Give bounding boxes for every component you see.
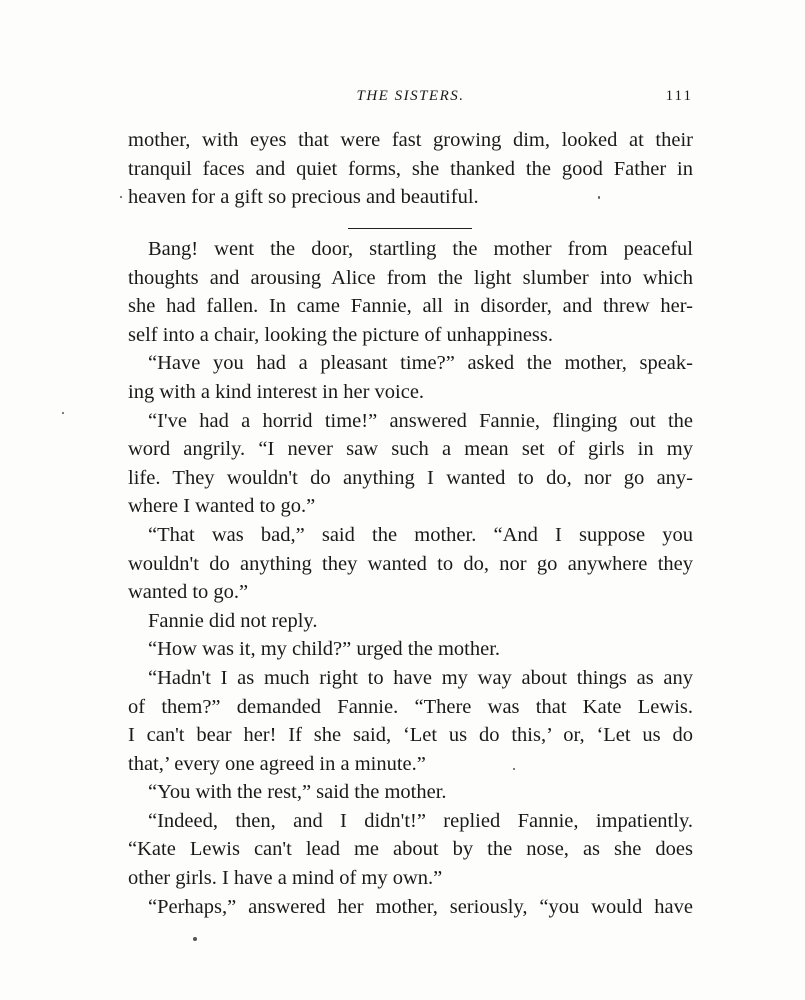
text-line: mother, with eyes that were fast growing dim, looked at their [128,129,693,151]
text-line: Fannie did not reply. [148,609,318,632]
text-line: “Perhaps,” answered her mother, seriously, “you would have [148,895,693,918]
text-line: tranquil faces and quiet forms, she thanked the good Father in [128,157,693,180]
text-line: wouldn't do anything they wanted to do, nor go anywhere they [128,552,693,575]
text-line: “Have you had a pleasant time?” asked the mother, speak- [148,352,693,375]
text-line: other girls. I have a mind of my own.” [128,867,443,890]
running-title: THE SISTERS. [356,88,465,104]
section-divider [348,228,472,229]
text-line: I can't bear her! If she said, ‘Let us do this,’ or, ‘Let us do [128,724,693,747]
text-line: that,’ every one agreed in a minute.” [128,752,426,775]
text-line: self into a chair, looking the picture of unhappiness. [128,323,554,346]
running-head [128,88,693,110]
body-text [128,235,693,921]
text-line: Bang! went the door, startling the mother from peaceful [148,238,693,260]
text-line: “Indeed, then, and I didn't!” replied Fannie, impatiently. [148,809,693,832]
text-line: of them?” demanded Fannie. “There was that Kate Lewis. [128,695,693,718]
scan-speck [193,937,197,941]
text-line: “Kate Lewis can't lead me about by the nose, as she does [128,838,693,861]
scan-speck [598,196,600,199]
scan-speck [62,412,64,414]
text-line: “How was it, my child?” urged the mother. [148,638,501,661]
text-line: word angrily. “I never saw such a mean set of girls in my [128,438,693,461]
text-line: “You with the rest,” said the mother. [148,781,447,804]
text-line: life. They wouldn't do anything I wanted to do, nor go any- [128,466,693,489]
text-line: wanted to go.” [128,581,249,604]
text-line: ing with a kind interest in her voice. [128,380,425,403]
paragraph-continued [128,126,693,212]
text-line: thoughts and arousing Alice from the light slumber into which [128,266,693,289]
scan-speck [120,196,122,198]
text-line: heaven for a gift so precious and beautiful. [128,186,479,209]
text-line: she had fallen. In came Fannie, all in disorder, and threw her- [128,295,693,318]
text-line: “That was bad,” said the mother. “And I suppose you [148,523,693,546]
page-number: 111 [665,88,693,104]
text-line: where I wanted to go.” [128,495,316,518]
text-line: “I've had a horrid time!” answered Fannie, flinging out the [148,409,693,432]
scan-speck [513,768,515,770]
text-line: “Hadn't I as much right to have my way about things as any [148,666,693,689]
